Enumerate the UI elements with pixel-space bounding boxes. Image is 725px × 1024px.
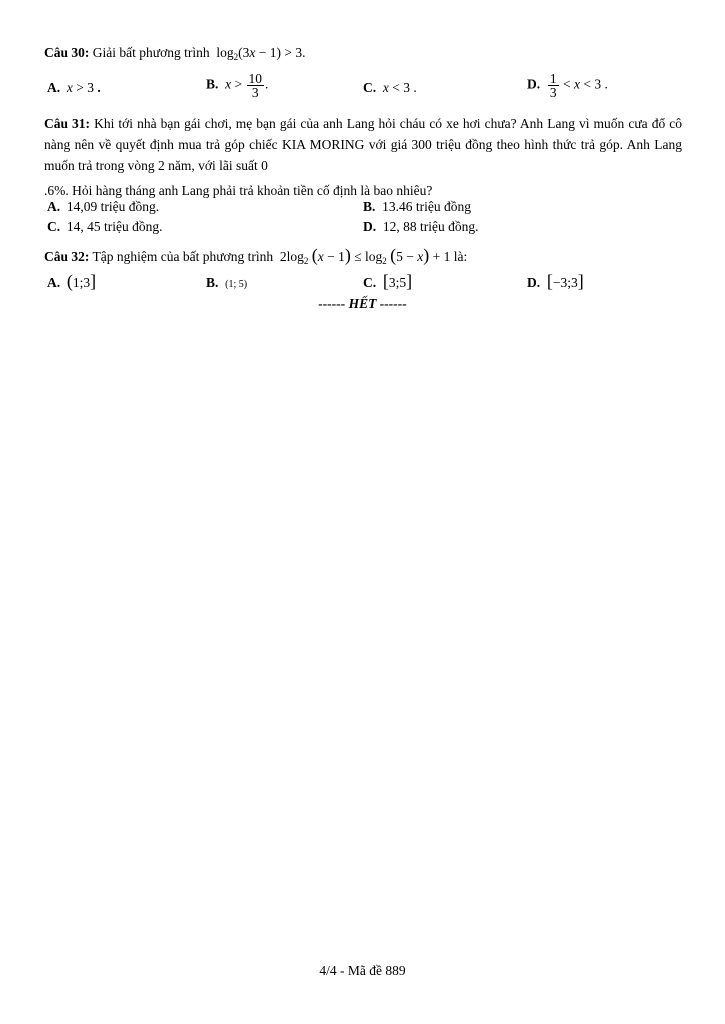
q31-option-d-text: 12, 88 triệu đồng. [382, 219, 479, 234]
q32-option-a: A. (1;3] [47, 271, 97, 291]
question-30-formula: $\log_2(3x - 1) > 3$. [212, 45, 306, 62]
q31-option-a-text: 14,09 triệu đồng. [66, 199, 160, 214]
q30-option-d-label: D. [527, 76, 541, 92]
fraction: $\frac{10}{3}$ [248, 71, 263, 100]
q30-option-b: B. x > $\frac{10}{3}$ . [206, 71, 269, 100]
question-32 [44, 245, 682, 272]
q30-option-c-label: C. [363, 80, 377, 95]
q31-option-d-label: D. [363, 219, 377, 234]
q31-option-a [47, 199, 159, 215]
question-31 [44, 113, 682, 176]
q31-option-c-text: 14, 45 triệu đồng. [66, 219, 163, 234]
question-32-label: Câu 32: [44, 249, 90, 264]
q31-option-d [363, 219, 479, 235]
q31-option-c-label: C. [47, 219, 61, 234]
question-32-tail: là: [453, 249, 468, 264]
end-marker: ------ HẾT ------ [318, 296, 407, 311]
q30-option-a: A. x > 3 . [47, 80, 101, 95]
q32-option-c: C. [3;5] [363, 271, 413, 291]
q32-option-b: B. (1; 5) [206, 275, 248, 290]
q31-option-b-text: 13.46 triệu đồng [382, 199, 472, 214]
question-31-text-2: .6%. Hỏi hàng tháng anh Lang phải trả khoản tiền cố định là bao nhiêu? [44, 183, 433, 198]
q32-option-d: D. [−3;3] [527, 271, 584, 291]
question-31-text: Khi tới nhà bạn gái chơi, mẹ bạn gái của anh Lang hỏi cháu có xe hơi chưa? Anh Lang vì muốn cưa đổ cô nàng nên về quyết định mua trả góp chiếc KIA MORING với giá 300 triệu đồng theo hình thức trả góp. Anh Lang muốn trả trong vòng 2 năm, với lãi suất 0 [44, 116, 682, 173]
question-30-label: Câu 30: [44, 45, 90, 60]
q31-option-c [47, 219, 163, 235]
fraction: $\frac{1}{3}$ [549, 71, 557, 100]
q30-option-b-label: B. [206, 76, 219, 92]
q31-option-b [363, 199, 471, 215]
q32-option-b-label: B. [206, 275, 219, 290]
q31-option-a-label: A. [47, 199, 61, 214]
page-footer: 4/4 - Mã đề 889 [319, 963, 406, 978]
question-31-continuation [44, 180, 682, 201]
q31-option-b-label: B. [363, 199, 376, 214]
question-30-text: Giải bất phương trình [92, 45, 210, 60]
question-31-label: Câu 31: [44, 116, 91, 131]
question-32-formula: $2\log_2$ $(x - 1) \le \log_2 (5 - x) + 1$ [276, 245, 451, 266]
q30-option-c: C. x < 3 . [363, 80, 417, 95]
q32-option-c-label: C. [363, 275, 377, 290]
question-32-text: Tập nghiệm của bất phương trình [92, 249, 274, 264]
q30-option-d: D. $\frac{1}{3}$ < x < 3 . [527, 71, 608, 100]
q32-option-a-label: A. [47, 275, 61, 290]
q30-option-a-label: A. [47, 80, 61, 95]
q32-option-d-label: D. [527, 275, 541, 290]
question-30 [44, 42, 682, 68]
